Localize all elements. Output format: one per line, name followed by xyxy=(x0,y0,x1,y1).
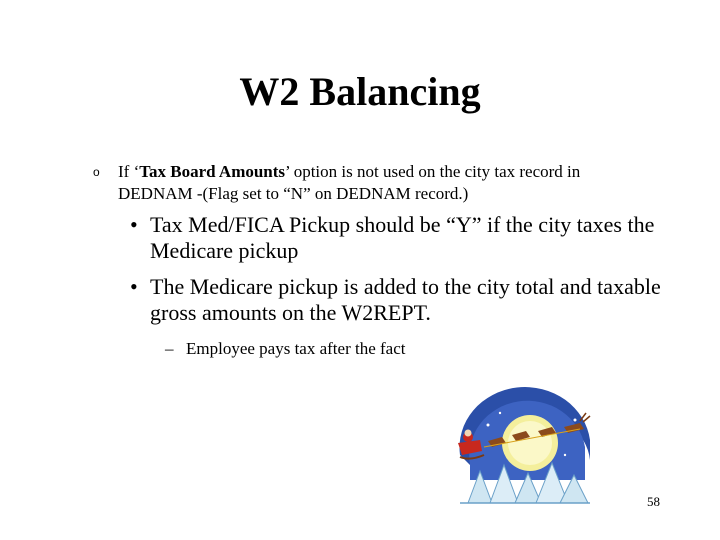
level1-text xyxy=(118,161,658,205)
level1-bold-term: Tax Board Amounts xyxy=(139,162,286,181)
santa-sleigh-moon-clipart-icon xyxy=(440,385,610,510)
page-number: 58 xyxy=(647,494,660,509)
level1-marker: o xyxy=(93,165,100,179)
sub-bullet-dash: – xyxy=(165,339,174,358)
bullet-glyph-1: • xyxy=(130,212,138,237)
level1-prefix: If ‘ xyxy=(118,162,140,181)
level1-suffix: ’ option is not used on the city tax record in DEDNAM -(Flag set to “N” on DEDNAM record.) xyxy=(118,162,581,203)
bullet-item-2: The Medicare pickup is added to the city total and taxable gross amounts on the W2REPT. xyxy=(150,274,661,325)
sub-bullet-item: Employee pays tax after the fact xyxy=(186,339,406,358)
bullet-glyph-2: • xyxy=(130,274,138,299)
bullet-item-1: Tax Med/FICA Pickup should be “Y” if the city taxes the Medicare pickup xyxy=(150,212,655,263)
slide-title: W2 Balancing xyxy=(239,69,481,114)
